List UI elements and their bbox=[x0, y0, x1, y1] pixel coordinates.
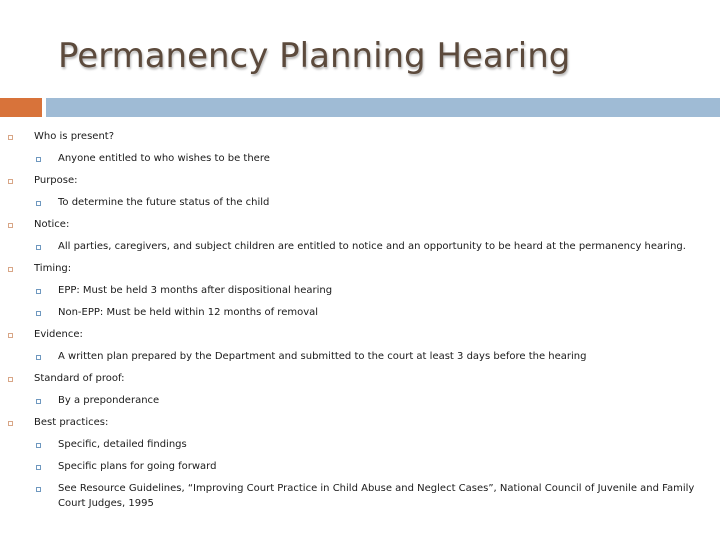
square-bullet-icon bbox=[36, 399, 41, 404]
sub-bullet-future-status: To determine the future status of the child bbox=[58, 197, 270, 208]
square-bullet-icon bbox=[8, 179, 13, 184]
square-bullet-icon bbox=[8, 421, 13, 426]
sub-bullet-specific-findings: Specific, detailed findings bbox=[58, 439, 187, 450]
sub-bullet-all-parties: All parties, caregivers, and subject children are entitled to notice and an opportunity to be heard at the permanency hearing. bbox=[58, 241, 686, 252]
square-bullet-icon bbox=[36, 201, 41, 206]
square-bullet-icon bbox=[8, 333, 13, 338]
square-bullet-icon bbox=[8, 135, 13, 140]
square-bullet-icon bbox=[8, 223, 13, 228]
square-bullet-icon bbox=[36, 311, 41, 316]
square-bullet-icon bbox=[8, 377, 13, 382]
bullet-notice: Notice: bbox=[34, 219, 70, 230]
bullet-timing: Timing: bbox=[34, 263, 72, 274]
square-bullet-icon bbox=[36, 245, 41, 250]
bullet-purpose: Purpose: bbox=[34, 175, 78, 186]
title-divider-bar bbox=[46, 98, 720, 117]
bullet-best-practices: Best practices: bbox=[34, 417, 109, 428]
square-bullet-icon bbox=[36, 157, 41, 162]
sub-bullet-epp: EPP: Must be held 3 months after dispositional hearing bbox=[58, 285, 333, 296]
sub-bullet-preponderance: By a preponderance bbox=[58, 395, 160, 406]
bullet-standard-of-proof: Standard of proof: bbox=[34, 373, 125, 384]
sub-bullet-written-plan: A written plan prepared by the Department and submitted to the court at least 3 days before the hearing bbox=[58, 351, 587, 362]
square-bullet-icon bbox=[36, 355, 41, 360]
square-bullet-icon bbox=[36, 465, 41, 470]
square-bullet-icon bbox=[36, 487, 41, 492]
title-accent-bar bbox=[0, 98, 42, 117]
sub-bullet-specific-plans: Specific plans for going forward bbox=[58, 461, 217, 472]
sub-bullet-anyone-entitled: Anyone entitled to who wishes to be there bbox=[58, 153, 270, 164]
sub-bullet-non-epp: Non-EPP: Must be held within 12 months of removal bbox=[58, 307, 319, 318]
sub-bullet-resource-guidelines: See Resource Guidelines, “Improving Court Practice in Child Abuse and Neglect Cases”, National Council of Juvenile and Family Court Judges, 1995 bbox=[58, 483, 695, 509]
square-bullet-icon bbox=[36, 289, 41, 294]
bullet-evidence: Evidence: bbox=[34, 329, 83, 340]
slide-title: Permanency Planning Hearing bbox=[58, 36, 571, 76]
bullet-who-is-present: Who is present? bbox=[34, 131, 115, 142]
square-bullet-icon bbox=[36, 443, 41, 448]
square-bullet-icon bbox=[8, 267, 13, 272]
